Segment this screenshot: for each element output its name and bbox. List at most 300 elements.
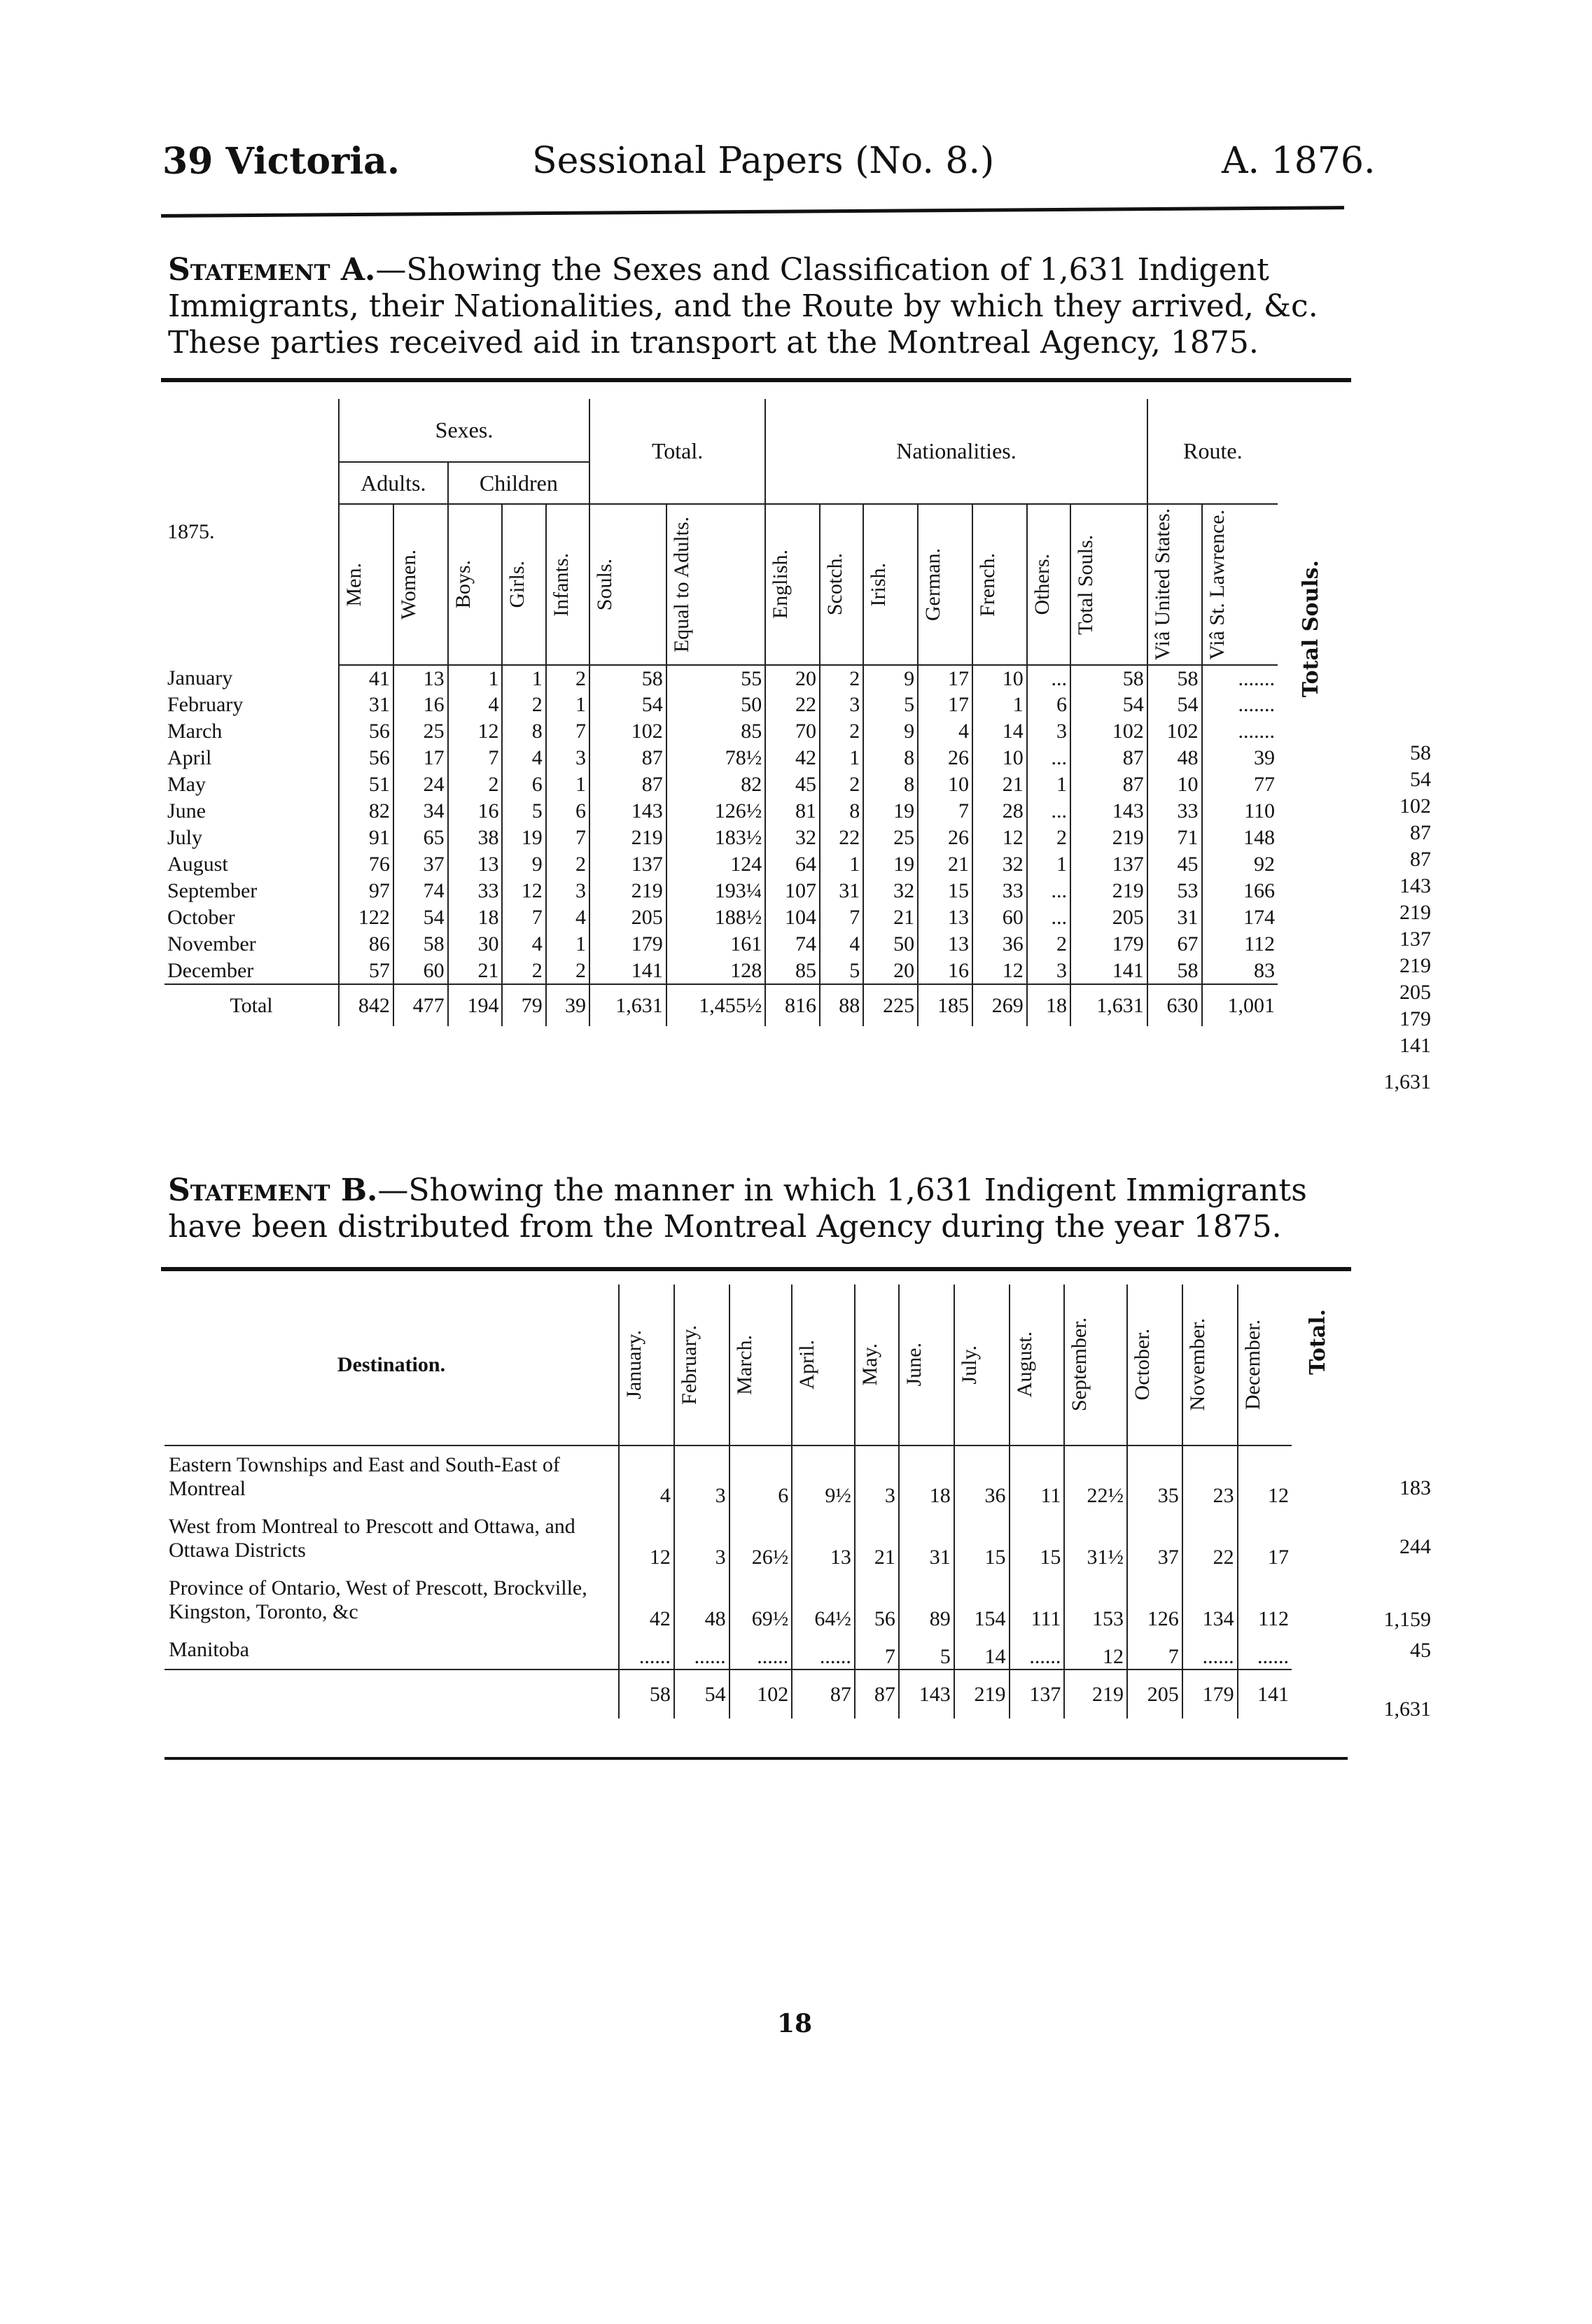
table-cell: 174 xyxy=(1202,904,1278,931)
total-cell: 1,455½ xyxy=(666,984,766,1026)
month-label: May xyxy=(167,773,206,796)
table-row xyxy=(165,798,1278,825)
table-cell: 126 xyxy=(1127,1569,1182,1631)
side-grand-total: 1,631 xyxy=(1383,1698,1431,1721)
table-cell: 36 xyxy=(972,931,1027,958)
table-cell: 67 xyxy=(1147,931,1202,958)
col-via-united-states: Viâ United States. xyxy=(1147,504,1202,665)
total-cell: 219 xyxy=(1064,1670,1127,1718)
table-cell: ...... xyxy=(1182,1631,1238,1670)
side-total: 1,159 xyxy=(1383,1608,1431,1631)
table-cell: 111 xyxy=(1010,1569,1065,1631)
statement-b-bottom-rule xyxy=(165,1757,1348,1760)
table-cell: 21 xyxy=(918,851,972,878)
table-cell: 9½ xyxy=(792,1446,855,1508)
table-cell: 42 xyxy=(765,745,820,771)
table-cell: 54 xyxy=(589,692,666,718)
table-cell: 25 xyxy=(393,718,448,745)
table-cell: 3 xyxy=(855,1446,899,1508)
table-cell: 4 xyxy=(546,904,589,931)
table-row xyxy=(165,1508,1292,1569)
table-cell: 18 xyxy=(448,904,503,931)
table-cell: 87 xyxy=(1070,771,1147,798)
table-cell: 12 xyxy=(972,825,1027,851)
table-cell: 31 xyxy=(820,878,863,904)
table-cell: ... xyxy=(1027,665,1070,692)
total-cell: 194 xyxy=(448,984,503,1026)
table-cell: 15 xyxy=(918,878,972,904)
total-cell: 87 xyxy=(792,1670,855,1718)
total-row xyxy=(165,1670,1292,1718)
table-cell: 65 xyxy=(393,825,448,851)
statement-a-text: —Showing the Sexes and Classification of 1,631 Indigent Immigrants, their Nationalities, and the Route by which they arrived, &c. These parties received aid in transport at the Montreal Agency, 1875. xyxy=(168,252,1318,360)
table-cell: 71 xyxy=(1147,825,1202,851)
table-cell: 15 xyxy=(1010,1508,1065,1569)
table-cell: 31 xyxy=(899,1508,954,1569)
table-cell: 34 xyxy=(393,798,448,825)
table-row xyxy=(165,1631,1292,1670)
table-cell: 154 xyxy=(954,1569,1010,1631)
table-cell: 7 xyxy=(546,825,589,851)
table-cell: 4 xyxy=(619,1446,674,1508)
table-cell: 87 xyxy=(589,771,666,798)
total-cell: 225 xyxy=(863,984,918,1026)
table-cell: 58 xyxy=(589,665,666,692)
total-header: Total. xyxy=(589,399,765,504)
table-cell: 31 xyxy=(339,692,393,718)
table-cell: 2 xyxy=(502,692,545,718)
table-cell: 1 xyxy=(820,851,863,878)
table-cell: 3 xyxy=(546,745,589,771)
table-cell: 24 xyxy=(393,771,448,798)
destination-label: West from Montreal to Prescott and Ottawa, and Ottawa Districts xyxy=(169,1515,575,1562)
table-cell: ...... xyxy=(1238,1631,1292,1670)
table-cell: 10 xyxy=(1147,771,1202,798)
col-others: Others. xyxy=(1027,504,1070,665)
table-cell: ... xyxy=(1027,904,1070,931)
table-cell: 5 xyxy=(502,798,545,825)
total-row xyxy=(165,984,1278,1026)
table-cell: 2 xyxy=(448,771,503,798)
col-month: April. xyxy=(792,1284,855,1446)
header-left: 39 Victoria. xyxy=(162,140,400,183)
table-cell: 16 xyxy=(393,692,448,718)
table-cell: 28 xyxy=(972,798,1027,825)
col-scotch: Scotch. xyxy=(820,504,863,665)
table-cell: 13 xyxy=(792,1508,855,1569)
table-cell: 60 xyxy=(972,904,1027,931)
table-row xyxy=(165,825,1278,851)
table-cell: 21 xyxy=(448,958,503,984)
table-cell: 54 xyxy=(1070,692,1147,718)
table-cell: 19 xyxy=(863,798,918,825)
table-cell: 143 xyxy=(589,798,666,825)
table-cell: 2 xyxy=(546,958,589,984)
table-cell: 92 xyxy=(1202,851,1278,878)
table-cell: 32 xyxy=(765,825,820,851)
table-cell: 13 xyxy=(393,665,448,692)
month-label: October xyxy=(167,906,235,929)
table-cell: 69½ xyxy=(729,1569,792,1631)
table-cell: 10 xyxy=(918,771,972,798)
table-cell: 219 xyxy=(589,825,666,851)
total-cell: 269 xyxy=(972,984,1027,1026)
total-cell: 54 xyxy=(674,1670,729,1718)
destination-label: Province of Ontario, West of Prescott, Brockville, Kingston, Toronto, &c xyxy=(169,1576,587,1623)
table-cell: 4 xyxy=(918,718,972,745)
side-total: 137 xyxy=(1399,927,1431,951)
table-cell: 58 xyxy=(1070,665,1147,692)
table-cell: 33 xyxy=(972,878,1027,904)
total-cell: 58 xyxy=(619,1670,674,1718)
total-label: Total xyxy=(165,984,339,1026)
table-cell: 97 xyxy=(339,878,393,904)
col-month: September. xyxy=(1064,1284,1127,1446)
table-cell: ....... xyxy=(1202,665,1278,692)
table-cell: 4 xyxy=(502,931,545,958)
col-month: July. xyxy=(954,1284,1010,1446)
side-total: 205 xyxy=(1399,981,1431,1004)
table-cell: 64 xyxy=(765,851,820,878)
total-cell: 179 xyxy=(1182,1670,1238,1718)
table-cell: 102 xyxy=(589,718,666,745)
table-cell: 8 xyxy=(863,771,918,798)
col-month: June. xyxy=(899,1284,954,1446)
side-total: 219 xyxy=(1399,954,1431,977)
col-month: February. xyxy=(674,1284,729,1446)
table-cell: 219 xyxy=(589,878,666,904)
table-cell: 31 xyxy=(1147,904,1202,931)
table-cell: 13 xyxy=(918,931,972,958)
table-cell: 21 xyxy=(855,1508,899,1569)
table-cell: 12 xyxy=(1064,1631,1127,1670)
table-cell: 64½ xyxy=(792,1569,855,1631)
statement-a-table xyxy=(165,399,1278,1026)
total-cell: 143 xyxy=(899,1670,954,1718)
side-total: 141 xyxy=(1399,1034,1431,1057)
table-cell: 11 xyxy=(1010,1446,1065,1508)
month-label: April xyxy=(167,746,212,769)
col-month: December. xyxy=(1238,1284,1292,1446)
nationalities-header: Nationalities. xyxy=(765,399,1147,504)
table-cell: 9 xyxy=(863,718,918,745)
table-cell: 32 xyxy=(972,851,1027,878)
table-row xyxy=(165,771,1278,798)
table-cell: 87 xyxy=(589,745,666,771)
table-cell: 51 xyxy=(339,771,393,798)
table-cell: 148 xyxy=(1202,825,1278,851)
col-total-souls: Total Souls. xyxy=(1070,504,1147,665)
col-month: January. xyxy=(619,1284,674,1446)
table-cell: 2 xyxy=(820,771,863,798)
table-cell: 137 xyxy=(589,851,666,878)
table-cell: 77 xyxy=(1202,771,1278,798)
table-cell: 76 xyxy=(339,851,393,878)
total-cell: 219 xyxy=(954,1670,1010,1718)
statement-a-rule xyxy=(161,378,1351,382)
table-cell: 153 xyxy=(1064,1569,1127,1631)
table-cell: 7 xyxy=(502,904,545,931)
table-cell: 14 xyxy=(954,1631,1010,1670)
table-cell: 3 xyxy=(820,692,863,718)
col-women: Women. xyxy=(393,504,448,665)
side-total-header: Total. xyxy=(1306,1309,1330,1376)
side-total: 58 xyxy=(1410,741,1431,764)
total-cell: 137 xyxy=(1010,1670,1065,1718)
table-cell: 166 xyxy=(1202,878,1278,904)
table-cell: 1 xyxy=(546,771,589,798)
table-cell: 18 xyxy=(899,1446,954,1508)
table-cell: 205 xyxy=(1070,904,1147,931)
table-cell: 1 xyxy=(972,692,1027,718)
table-cell: ...... xyxy=(1010,1631,1065,1670)
table-cell: ... xyxy=(1027,745,1070,771)
table-cell: 42 xyxy=(619,1569,674,1631)
total-cell: 1,631 xyxy=(1070,984,1147,1026)
total-cell: 88 xyxy=(820,984,863,1026)
table-cell: 205 xyxy=(589,904,666,931)
table-row xyxy=(165,665,1278,692)
table-cell: ...... xyxy=(729,1631,792,1670)
table-cell: 3 xyxy=(1027,958,1070,984)
table-cell: 15 xyxy=(954,1508,1010,1569)
table-cell: 50 xyxy=(863,931,918,958)
table-cell: 26 xyxy=(918,745,972,771)
table-cell: 10 xyxy=(972,745,1027,771)
side-total: 54 xyxy=(1410,768,1431,791)
total-cell: 79 xyxy=(502,984,545,1026)
table-cell: 21 xyxy=(972,771,1027,798)
statement-a-side-totals xyxy=(1384,742,1432,1093)
side-total-souls-header: Total Souls. xyxy=(1299,560,1323,698)
table-cell: 70 xyxy=(765,718,820,745)
table-cell: 30 xyxy=(448,931,503,958)
month-label: January xyxy=(167,666,233,690)
table-cell: 7 xyxy=(918,798,972,825)
table-cell: 193¼ xyxy=(666,878,766,904)
table-cell: 102 xyxy=(1070,718,1147,745)
statement-b-side-totals xyxy=(1384,1477,1432,1721)
table-cell: 17 xyxy=(1238,1508,1292,1569)
table-cell: 56 xyxy=(339,745,393,771)
table-cell: 23 xyxy=(1182,1446,1238,1508)
table-cell: ....... xyxy=(1202,692,1278,718)
table-cell: 12 xyxy=(502,878,545,904)
table-cell: 85 xyxy=(666,718,766,745)
table-cell: 74 xyxy=(765,931,820,958)
table-cell: 7 xyxy=(820,904,863,931)
destination-label: Manitoba xyxy=(169,1638,249,1661)
table-cell: ...... xyxy=(619,1631,674,1670)
table-cell: 219 xyxy=(1070,825,1147,851)
table-cell: 1 xyxy=(820,745,863,771)
side-total: 102 xyxy=(1399,794,1431,818)
table-cell: 179 xyxy=(1070,931,1147,958)
table-cell: 141 xyxy=(1070,958,1147,984)
table-cell: 56 xyxy=(339,718,393,745)
table-cell: ...... xyxy=(674,1631,729,1670)
table-cell: ...... xyxy=(792,1631,855,1670)
table-cell: 137 xyxy=(1070,851,1147,878)
table-cell: 60 xyxy=(393,958,448,984)
table-cell: 38 xyxy=(448,825,503,851)
table-cell: 188½ xyxy=(666,904,766,931)
statement-a-body xyxy=(165,665,1278,1026)
table-cell: 2 xyxy=(502,958,545,984)
table-cell: 48 xyxy=(674,1569,729,1631)
table-cell: 85 xyxy=(765,958,820,984)
table-row xyxy=(165,931,1278,958)
destination-header: Destination. xyxy=(165,1284,619,1446)
table-cell: 4 xyxy=(820,931,863,958)
col-month: August. xyxy=(1010,1284,1065,1446)
col-irish: Irish. xyxy=(863,504,918,665)
page-number: 18 xyxy=(777,2009,813,2038)
side-total: 244 xyxy=(1399,1535,1431,1558)
table-cell: 36 xyxy=(954,1446,1010,1508)
table-cell: 20 xyxy=(863,958,918,984)
col-month: November. xyxy=(1182,1284,1238,1446)
table-cell: 8 xyxy=(502,718,545,745)
table-cell: 13 xyxy=(448,851,503,878)
side-total: 179 xyxy=(1399,1007,1431,1030)
side-grand-total: 1,631 xyxy=(1383,1070,1431,1093)
table-row xyxy=(165,851,1278,878)
table-row xyxy=(165,958,1278,984)
total-cell: 816 xyxy=(765,984,820,1026)
table-cell: 82 xyxy=(666,771,766,798)
table-cell: 6 xyxy=(729,1446,792,1508)
table-cell: 2 xyxy=(1027,931,1070,958)
statement-a-caption xyxy=(168,252,1386,361)
table-cell: 104 xyxy=(765,904,820,931)
total-cell: 1,001 xyxy=(1202,984,1278,1026)
table-cell: 6 xyxy=(1027,692,1070,718)
col-via-st-lawrence: Viâ St. Lawrence. xyxy=(1202,504,1278,665)
table-cell: 32 xyxy=(863,878,918,904)
destination-label: Eastern Townships and East and South-East of Montreal xyxy=(169,1453,560,1500)
month-label: December xyxy=(167,958,254,982)
col-equal-to-adults: Equal to Adults. xyxy=(666,504,766,665)
total-cell: 205 xyxy=(1127,1670,1182,1718)
table-cell: 50 xyxy=(666,692,766,718)
table-cell: 89 xyxy=(899,1569,954,1631)
table-cell: 53 xyxy=(1147,878,1202,904)
table-cell: 1 xyxy=(546,931,589,958)
table-cell: 143 xyxy=(1070,798,1147,825)
table-row xyxy=(165,718,1278,745)
table-cell: 161 xyxy=(666,931,766,958)
table-cell: 1 xyxy=(1027,851,1070,878)
table-cell: 31½ xyxy=(1064,1508,1127,1569)
header-center: Sessional Papers (No. 8.) xyxy=(532,140,995,182)
table-cell: 10 xyxy=(972,665,1027,692)
table-cell: 37 xyxy=(393,851,448,878)
month-label: November xyxy=(167,932,256,955)
table-cell: 16 xyxy=(918,958,972,984)
table-cell: 2 xyxy=(546,665,589,692)
table-cell: 83 xyxy=(1202,958,1278,984)
header-right: A. 1876. xyxy=(1222,140,1376,182)
total-cell: 18 xyxy=(1027,984,1070,1026)
table-cell: 7 xyxy=(1127,1631,1182,1670)
col-infants: Infants. xyxy=(546,504,589,665)
table-cell: 17 xyxy=(393,745,448,771)
table-cell: 141 xyxy=(589,958,666,984)
table-cell: 87 xyxy=(1070,745,1147,771)
table-cell: 8 xyxy=(863,745,918,771)
table-cell: 112 xyxy=(1202,931,1278,958)
table-cell: 26½ xyxy=(729,1508,792,1569)
side-total: 87 xyxy=(1410,848,1431,871)
table-cell: 58 xyxy=(1147,665,1202,692)
month-label: August xyxy=(167,853,228,876)
table-cell: 33 xyxy=(448,878,503,904)
table-cell: 25 xyxy=(863,825,918,851)
col-german: German. xyxy=(918,504,972,665)
table-cell: 112 xyxy=(1238,1569,1292,1631)
statement-b-text: —Showing the manner in which 1,631 Indigent Immigrants have been distributed from the Montreal Agency during the year 1875. xyxy=(168,1172,1307,1245)
table-cell: 74 xyxy=(393,878,448,904)
table-cell: 54 xyxy=(393,904,448,931)
table-cell: 12 xyxy=(619,1508,674,1569)
table-cell: 102 xyxy=(1147,718,1202,745)
table-cell: 5 xyxy=(863,692,918,718)
table-cell: 1 xyxy=(502,665,545,692)
table-row xyxy=(165,1446,1292,1508)
table-cell: 122 xyxy=(339,904,393,931)
month-label: June xyxy=(167,799,206,822)
table-cell: 1 xyxy=(546,692,589,718)
table-cell: 22 xyxy=(1182,1508,1238,1569)
col-month: May. xyxy=(855,1284,899,1446)
table-cell: 17 xyxy=(918,692,972,718)
table-cell: 22 xyxy=(765,692,820,718)
month-label: July xyxy=(167,826,203,849)
table-cell: 2 xyxy=(820,665,863,692)
col-english: English. xyxy=(765,504,820,665)
table-cell: 22½ xyxy=(1064,1446,1127,1508)
table-cell: 134 xyxy=(1182,1569,1238,1631)
table-cell: 91 xyxy=(339,825,393,851)
table-cell: 55 xyxy=(666,665,766,692)
total-cell: 39 xyxy=(546,984,589,1026)
table-cell: 17 xyxy=(918,665,972,692)
total-cell: 477 xyxy=(393,984,448,1026)
table-cell: 2 xyxy=(1027,825,1070,851)
table-cell: ... xyxy=(1027,798,1070,825)
statement-b-column-headers xyxy=(165,1284,1292,1446)
table-cell: 3 xyxy=(1027,718,1070,745)
table-cell: 8 xyxy=(820,798,863,825)
table-cell: 7 xyxy=(448,745,503,771)
table-cell: 128 xyxy=(666,958,766,984)
total-cell: 185 xyxy=(918,984,972,1026)
table-cell: 2 xyxy=(820,718,863,745)
side-total: 143 xyxy=(1399,874,1431,897)
table-cell: 14 xyxy=(972,718,1027,745)
side-total: 87 xyxy=(1410,821,1431,844)
table-cell: 16 xyxy=(448,798,503,825)
table-cell: 12 xyxy=(972,958,1027,984)
table-cell: 1 xyxy=(1027,771,1070,798)
adults-header: Adults. xyxy=(339,462,448,504)
table-cell: 78½ xyxy=(666,745,766,771)
table-cell: 5 xyxy=(899,1631,954,1670)
side-total: 183 xyxy=(1399,1476,1431,1499)
sexes-header: Sexes. xyxy=(339,399,589,462)
table-cell: 81 xyxy=(765,798,820,825)
